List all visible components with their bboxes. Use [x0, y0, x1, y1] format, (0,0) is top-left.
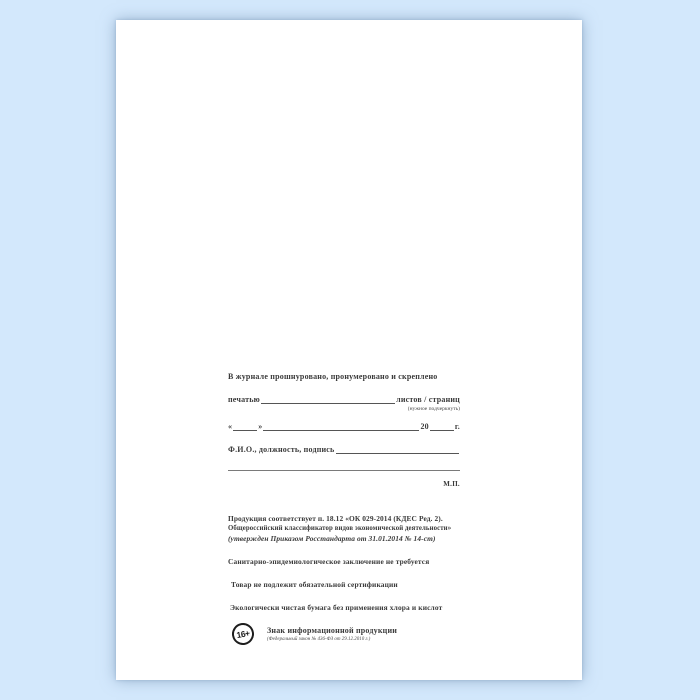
age-mark-law: (Федеральный закон № 436-ФЗ от 29.12.2010 г.): [267, 636, 371, 642]
signature-line: [228, 445, 460, 455]
age-mark-title: Знак информационной продукции: [267, 625, 398, 635]
sanitary-statement: Санитарно-эпидемиологическое заключение не требуется: [228, 557, 430, 566]
compliance-paragraph: [228, 514, 460, 544]
form-block: [228, 372, 460, 645]
compliance-line-3: (утвержден Приказом Росстандарта от 31.01.2014 № 14-ст): [228, 534, 436, 543]
date-close-quote: »: [258, 422, 263, 431]
seal-blank-fill: [261, 401, 395, 404]
age-16-plus-icon: 16+: [230, 621, 255, 646]
extra-blank-fill: [228, 470, 460, 471]
eco-paper-statement: Экологически чистая бумага без применения хлора и кислот: [230, 603, 443, 612]
compliance-line-2: Общероссийский классификатор видов экономической деятельности»: [228, 525, 452, 532]
sheets-count-label: листов / страниц: [396, 395, 460, 404]
seal-label: печатью: [228, 395, 260, 404]
date-line: [228, 422, 460, 432]
age-mark-text: [267, 626, 397, 643]
seal-line: [228, 395, 460, 405]
extra-blank-line: [228, 470, 460, 471]
year-blank-fill: [430, 428, 454, 431]
age-mark-row: [232, 623, 460, 645]
signature-label: Ф.И.О., должность, подпись: [228, 445, 335, 454]
signature-blank-fill: [336, 451, 460, 454]
seal-place-abbr: М.П.: [443, 480, 460, 488]
day-blank-fill: [233, 428, 257, 431]
underline-note: (нужное подчеркнуть): [407, 406, 460, 412]
journal-back-page: [116, 20, 582, 680]
stitch-statement: В журнале прошнуровано, пронумеровано и скреплено: [228, 372, 438, 381]
year-prefix: 20: [420, 422, 429, 431]
certification-statement: Товар не подлежит обязательной сертификации: [231, 580, 398, 589]
compliance-line-1: Продукция соответствует п. 18.12 «ОК 029-2014 (КДЕС Ред. 2).: [228, 514, 443, 523]
date-open-quote: «: [228, 422, 233, 431]
month-blank-fill: [263, 428, 419, 431]
year-suffix: г.: [454, 422, 460, 431]
